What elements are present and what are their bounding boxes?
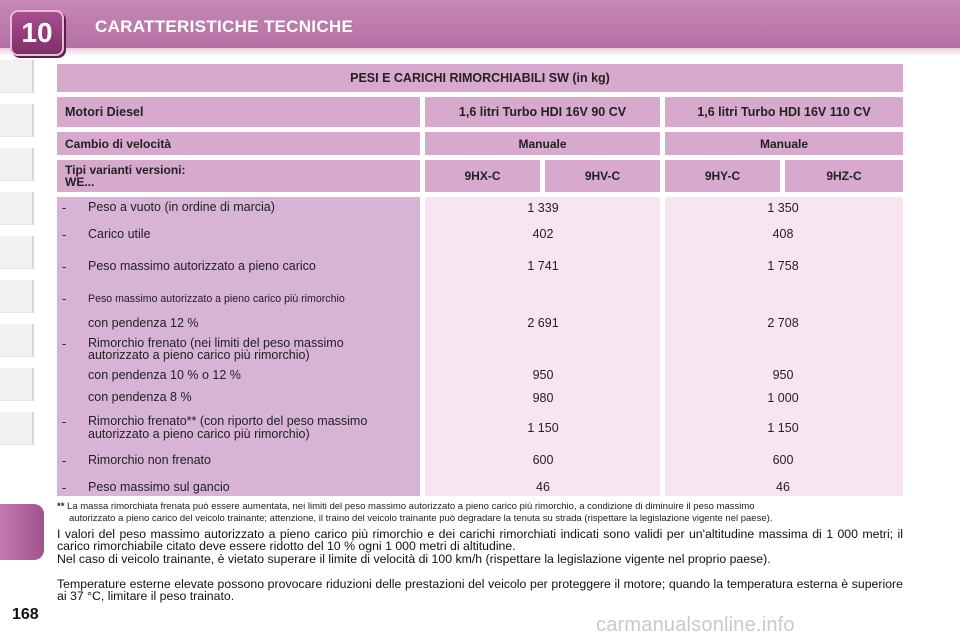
row-value: 1 000 [767, 391, 799, 405]
paragraph: I valori del peso massimo autorizzato a pieno carico più rimorchio e dei carichi rimorchiati indicati sono validi per un'altitudine massima di 1 000 metri; il carico rimorchiabile citato deve essere ridotto del 10 % ogni 1 000 metri di altitudine. [57, 527, 903, 554]
row-value: 600 [532, 453, 554, 467]
row-dash: - [62, 228, 67, 242]
row-label: Peso massimo sul gancio [88, 480, 230, 494]
footnote-mark: ** [57, 501, 65, 512]
row-value: 1 339 [527, 201, 559, 215]
row-dash: - [62, 481, 67, 495]
row-value: 1 150 [527, 421, 559, 435]
variants-label [57, 160, 420, 192]
row-dash: - [62, 337, 67, 351]
row-value: 950 [772, 368, 794, 382]
variant-code: 9HY-C [665, 160, 780, 192]
row-value: 2 708 [767, 316, 799, 330]
chapter-title: CARATTERISTICHE TECNICHE [95, 17, 354, 36]
chapter-tab[interactable] [0, 368, 34, 401]
row-dash: - [62, 415, 67, 429]
row-value: 1 350 [767, 201, 799, 215]
gearbox-value: Manuale [665, 132, 903, 155]
table-body-column [425, 197, 660, 496]
gearbox-value: Manuale [425, 132, 660, 155]
chapter-tab[interactable] [0, 324, 34, 357]
footnote-text: La massa rimorchiata frenata può essere aumentata, nei limiti del peso massimo autorizzato a pieno carico più rimorchio, a condizione di diminuire il peso massimo [67, 501, 755, 512]
row-value: 1 150 [767, 421, 799, 435]
row-label: con pendenza 12 % [88, 316, 199, 330]
row-label-continued: autorizzato a pieno carico più rimorchio) [88, 427, 310, 441]
row-dash: - [62, 454, 67, 468]
chapter-tab[interactable] [0, 148, 34, 181]
chapter-tab[interactable] [0, 60, 34, 93]
engine-header: 1,6 litri Turbo HDI 16V 90 CV [425, 97, 660, 127]
variants-label-line: Tipi varianti versioni: [65, 163, 186, 177]
chapter-tab[interactable] [0, 192, 34, 225]
row-label: con pendenza 8 % [88, 390, 192, 404]
row-dash: - [62, 201, 67, 215]
variant-code: 9HX-C [425, 160, 540, 192]
chapter-tab[interactable] [0, 412, 34, 445]
row-value: 980 [532, 391, 554, 405]
gearbox-label: Cambio di velocità [57, 132, 420, 155]
row-value: 2 691 [527, 316, 559, 330]
watermark: carmanualsonline.info [596, 614, 795, 636]
row-value: 402 [532, 227, 554, 241]
footnote-line: autorizzato a pieno carico del veicolo trainante; attenzione, il traino del veicolo trainante può degradare la tenuta su strada (rispettare la legislazione vigente nel paese). [69, 513, 773, 524]
variant-code: 9HV-C [545, 160, 660, 192]
row-label: Rimorchio frenato** (con riporto del peso massimo [88, 414, 368, 428]
engine-header: 1,6 litri Turbo HDI 16V 110 CV [665, 97, 903, 127]
paragraph: Nel caso di veicolo trainante, è vietato superare il limite di velocità di 100 km/h (rispettare la legislazione vigente nel proprio paese). [57, 552, 771, 566]
row-value: 46 [536, 480, 550, 494]
variants-label-line: WE... [65, 175, 95, 189]
row-dash: - [62, 260, 67, 274]
row-value: 1 758 [767, 259, 799, 273]
page-number: 168 [12, 606, 39, 623]
row-value: 1 741 [527, 259, 559, 273]
row-value: 408 [772, 227, 794, 241]
chapter-tab-active[interactable] [0, 504, 44, 560]
row-label: Peso a vuoto (in ordine di marcia) [88, 200, 275, 214]
row-value: 950 [532, 368, 554, 382]
chapter-tab[interactable] [0, 104, 34, 137]
chapter-tab[interactable] [0, 280, 34, 313]
chapter-tab[interactable] [0, 236, 34, 269]
chapter-tabs [0, 60, 34, 620]
row-label: Peso massimo autorizzato a pieno carico [88, 259, 316, 273]
table-body-column [665, 197, 903, 496]
row-value: 600 [772, 453, 794, 467]
row-label: con pendenza 10 % o 12 % [88, 368, 241, 382]
row-label: Rimorchio non frenato [88, 453, 211, 467]
footnote [57, 501, 903, 525]
row-label: Rimorchio frenato (nei limiti del peso massimo [88, 336, 344, 350]
chapter-number-badge: 10 [10, 10, 64, 56]
row-label: Peso massimo autorizzato a pieno carico più rimorchio [88, 293, 345, 305]
row-label-continued: autorizzato a pieno carico più rimorchio) [88, 348, 310, 362]
variant-code: 9HZ-C [785, 160, 903, 192]
table-title: PESI E CARICHI RIMORCHIABILI SW (in kg) [57, 64, 903, 92]
row-label: Carico utile [88, 227, 151, 241]
footnote-line [57, 501, 903, 513]
header-shadow [0, 48, 960, 56]
paragraph: Temperature esterne elevate possono provocare riduzioni delle prestazioni del veicolo per proteggere il motore; quando la temperatura esterna è superiore ai 37 °C, limitare il peso trainato. [57, 577, 903, 604]
engines-label: Motori Diesel [57, 97, 420, 127]
row-dash: - [62, 292, 67, 306]
row-value: 46 [776, 480, 790, 494]
